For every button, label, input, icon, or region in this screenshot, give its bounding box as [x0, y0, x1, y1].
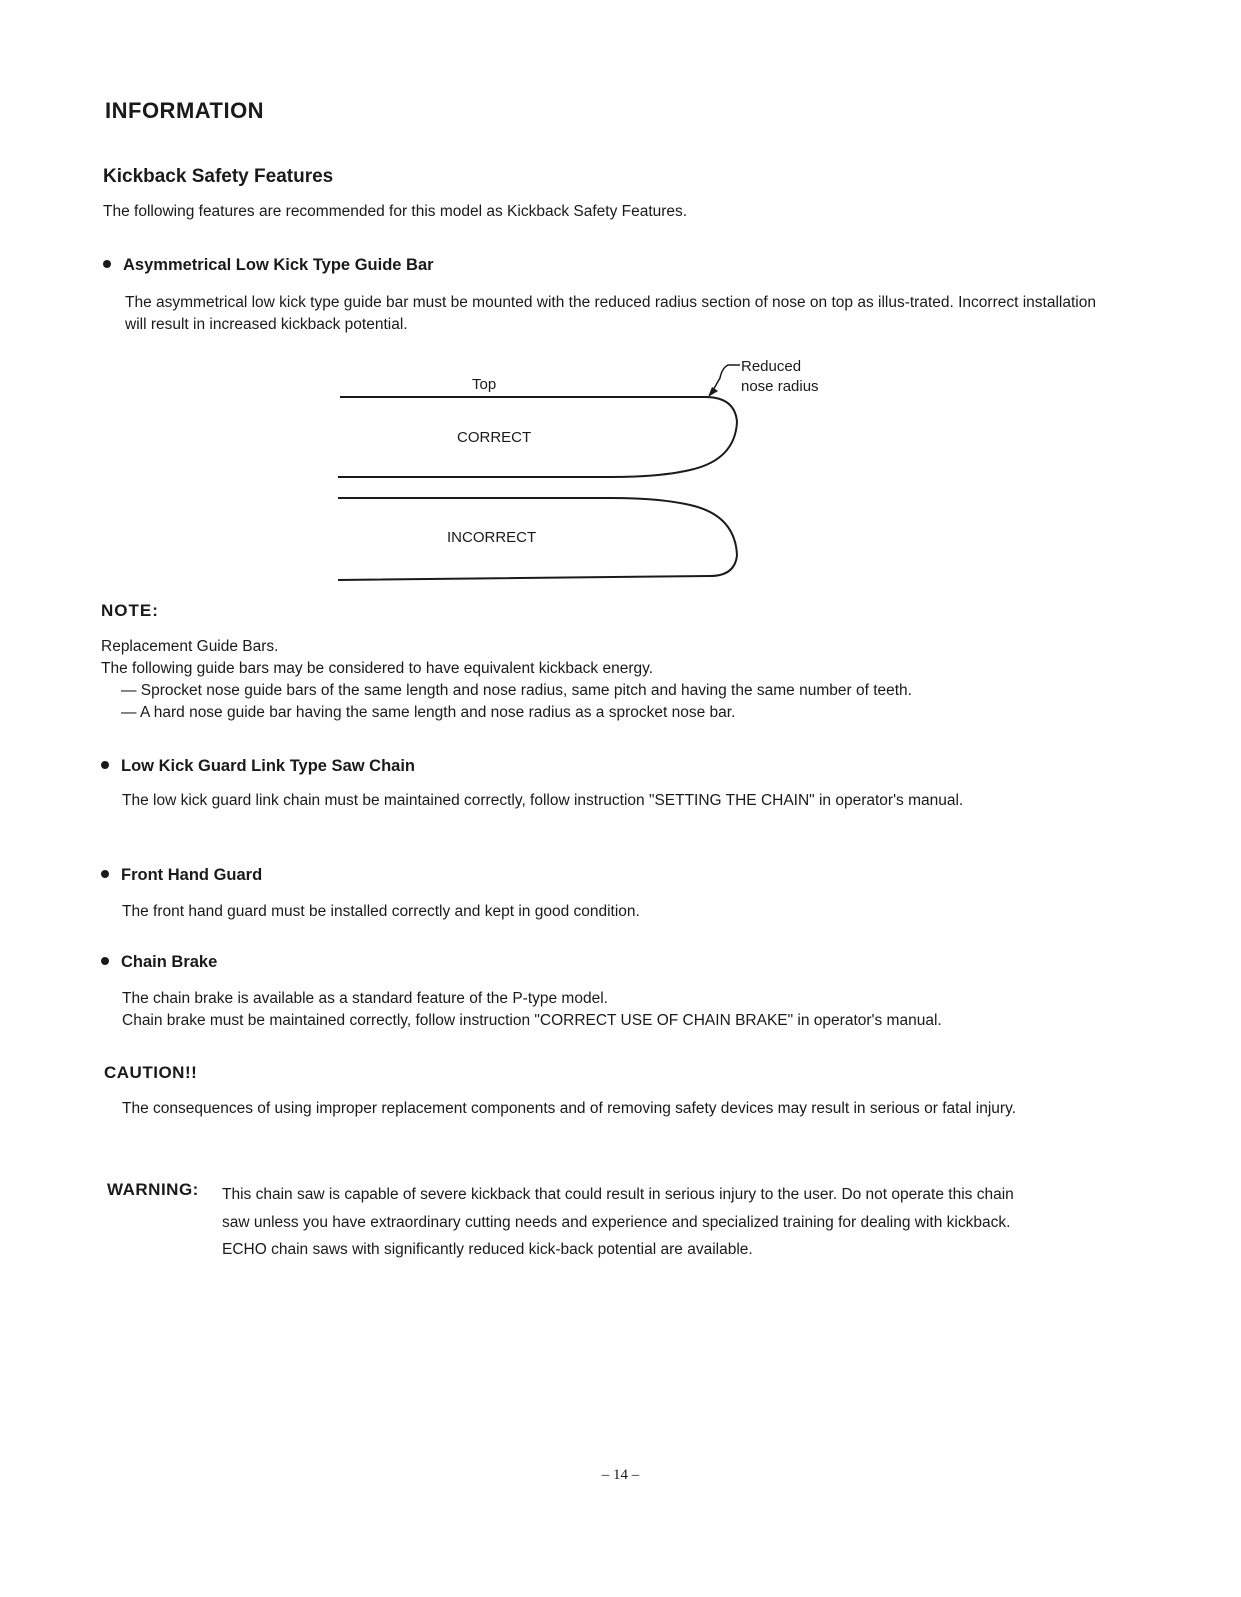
note-body: [101, 636, 912, 724]
bullet-heading-text: Chain Brake: [121, 953, 218, 971]
section-title: Kickback Safety Features: [103, 166, 334, 187]
bullet-icon: [101, 761, 109, 769]
chain-brake-line: The chain brake is available as a standard feature of the P-type model.: [122, 990, 608, 1007]
bullet-heading-saw-chain: [101, 757, 415, 776]
bullet-heading-guide-bar: [103, 256, 434, 275]
bullet-body-saw-chain: The low kick guard link chain must be maintained correctly, follow instruction "SETTING THE CHAIN" in operator's manual.: [122, 792, 964, 809]
incorrect-label: INCORRECT: [447, 529, 537, 546]
bullet-heading-chain-brake: [101, 953, 217, 972]
bullet-heading-text: Front Hand Guard: [121, 866, 263, 884]
top-label: Top: [472, 376, 497, 393]
caution-body: The consequences of using improper replacement components and of removing safety devices may result in serious or fatal injury.: [122, 1100, 1016, 1117]
bullet-body-guide-bar: The asymmetrical low kick type guide bar must be mounted with the reduced radius section of nose on top as illus-trated. Incorrect installation will result in increased kickback potential.: [125, 294, 1096, 333]
caution-heading: CAUTION!!: [104, 1063, 198, 1082]
reduced-radius-leader: [712, 365, 740, 392]
chain-brake-line: Chain brake must be maintained correctly, follow instruction "CORRECT USE OF CHAIN BRAKE" in operator's manual.: [122, 1012, 942, 1029]
note-line: Replacement Guide Bars.: [101, 638, 279, 655]
bullet-heading-text: Low Kick Guard Link Type Saw Chain: [121, 757, 415, 775]
page-number: – 14 –: [601, 1467, 640, 1483]
page-title: INFORMATION: [105, 98, 265, 123]
reduced-label: Reduced: [741, 358, 802, 375]
guide-bar-diagram: [330, 350, 850, 595]
bullet-heading-hand-guard: [101, 866, 262, 885]
note-line: The following guide bars may be considered to have equivalent kickback energy.: [101, 660, 654, 677]
note-list-item: — A hard nose guide bar having the same length and nose radius as a sprocket nose bar.: [121, 704, 736, 721]
nose-radius-label: nose radius: [741, 378, 819, 395]
correct-label: CORRECT: [457, 429, 532, 446]
bullet-body-chain-brake: [122, 988, 1107, 1032]
intro-text: The following features are recommended for this model as Kickback Safety Features.: [103, 203, 688, 220]
correct-bar-outline: [338, 397, 737, 477]
bullet-icon: [101, 957, 109, 965]
leader-arrowhead: [708, 387, 718, 397]
warning-body: This chain saw is capable of severe kickback that could result in serious injury to the user. Do not operate this chain saw unless you have extraordinary cutting needs and experience and specialized training for dealing with kickback. ECHO chain saws with significantly reduced kick-back potential are available.: [222, 1186, 1014, 1258]
bullet-body-hand-guard: The front hand guard must be installed correctly and kept in good condition.: [122, 903, 640, 920]
bullet-icon: [103, 260, 111, 268]
note-list-item: — Sprocket nose guide bars of the same length and nose radius, same pitch and having the same number of teeth.: [121, 682, 912, 699]
incorrect-bar-outline: [338, 498, 737, 580]
bullet-icon: [101, 870, 109, 878]
warning-label: WARNING:: [107, 1180, 199, 1199]
guide-bar-diagram-svg: [330, 350, 850, 590]
bullet-heading-text: Asymmetrical Low Kick Type Guide Bar: [123, 256, 434, 274]
note-heading: NOTE:: [101, 601, 159, 620]
